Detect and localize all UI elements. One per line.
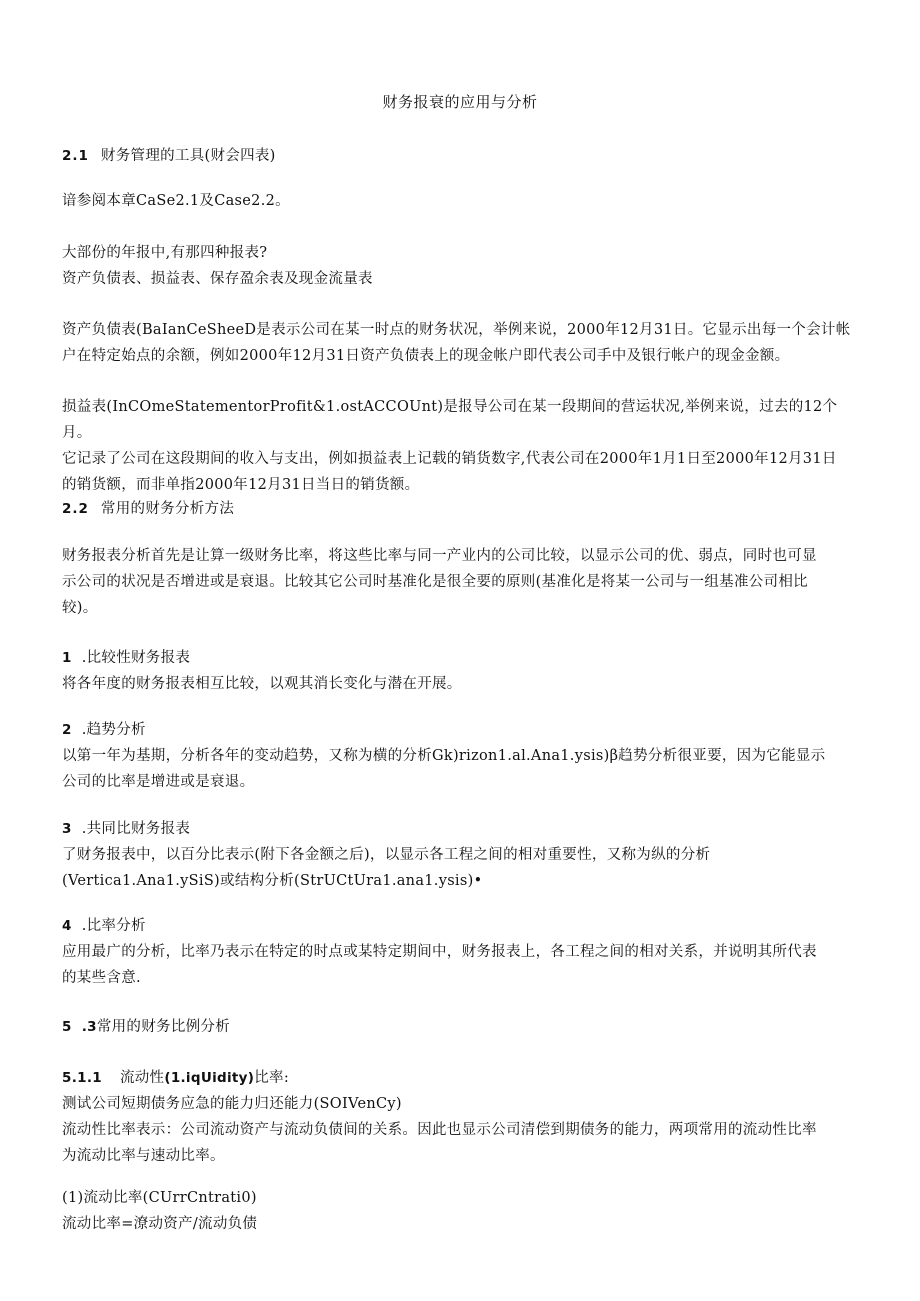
text-line: 流动性比率表示：公司流动资产与流动负债间的关系。因此也显示公司清偿到期债务的能力，两项常用的流动性比率 <box>62 1122 817 1138</box>
text-line: 测试公司短期债务应急的能力归还能力(SOIVenCy) <box>62 1096 402 1112</box>
text-line: 谙参阅本章CaSe2.1及Case2.2。 <box>62 193 290 209</box>
section-number: 5.1.1 <box>62 1070 102 1086</box>
item-heading <box>62 913 862 939</box>
item-heading <box>62 816 862 842</box>
item-2 <box>62 717 862 795</box>
item-heading <box>62 645 862 671</box>
item-heading <box>62 717 862 743</box>
section-2-1-heading <box>62 143 862 169</box>
section-5-1-1 <box>62 1065 862 1169</box>
text-line: 资产负债表、损益表、保存盈余表及现金流量表 <box>62 271 373 287</box>
text-line: 大部份的年报中,有那四种报表? <box>62 245 268 261</box>
text-line: 示公司的状况是否增进或是衰退。比较其它公司时基准化是很全要的原则(基准化是将某一公司与一组基准公司相比 <box>62 574 808 590</box>
item-title: .比较性财务报表 <box>81 650 191 666</box>
section-title-suffix: 比率: <box>254 1070 290 1086</box>
item-number: 4 <box>62 918 72 934</box>
current-ratio-block <box>62 1185 862 1237</box>
text-line: 的某些含意. <box>62 970 141 986</box>
item-1 <box>62 645 862 697</box>
item-3 <box>62 816 862 894</box>
section-title: 常用的财务分析方法 <box>100 501 235 517</box>
text-line: (Vertica1.Ana1.ySiS)或结构分析(StrUCtUra1.ana1.ysis)• <box>62 873 483 889</box>
balance-sheet-paragraph <box>62 317 862 369</box>
section-title: 流动性 <box>119 1070 165 1086</box>
section-5-3-heading <box>62 1014 862 1040</box>
text-line: 了财务报表中，以百分比表示(附下各金额之后)，以显示各工程之间的相对重要性，又称为纵的分析 <box>62 847 711 863</box>
section-title-latin: (1.iqUidity) <box>164 1070 255 1086</box>
item-title: .趋势分析 <box>81 722 146 738</box>
text-line: 损益表(InCOmeStatementorProfit&1.ostACCOUnt)是报导公司在某一段期间的营运状况,举例来说，过去的12个月。 <box>62 399 838 441</box>
text-line: 的销货额，而非单指2000年12月31日当日的销货额。 <box>62 477 420 493</box>
financial-analysis-paragraph <box>62 543 862 621</box>
document-title: 财务报衰的应用与分析 <box>382 93 538 111</box>
text-line: 为流动比率与速动比率。 <box>62 1148 225 1164</box>
text-line: 它记录了公司在这段期间的收入与支出，例如损益表上记载的销货数字,代表公司在2000年1月1日至2000年12月31日 <box>62 451 837 467</box>
income-statement-paragraph <box>62 394 862 498</box>
text-line: 财务报表分析首先是让算一级财务比率，将这些比率与同一产业内的公司比较，以显示公司的优、弱点，同时也可显 <box>62 548 817 564</box>
text-line: 应用最广的分析，比率乃表示在特定的时点或某特定期间中，财务报表上，各工程之间的相对关系，并说明其所代表 <box>62 944 817 960</box>
item-heading <box>62 1014 862 1040</box>
text-line: 公司的比率是增进或是衰退。 <box>62 774 255 790</box>
section-number: 2.2 <box>62 501 89 517</box>
text-line: (1)流动比率(CUrrCntrati0) <box>62 1190 257 1206</box>
text-line: 以第一年为基期，分析各年的变动趋势，又称为横的分析Gk)rizon1.al.Ana1.ysis)β趋势分析很亚要，因为它能显示 <box>62 748 826 764</box>
item-title: .比率分析 <box>81 918 146 934</box>
item-title: 常用的财务比例分析 <box>96 1019 231 1035</box>
section-number: 2.1 <box>62 148 89 164</box>
text-line: 资产负债表(BaIanCeSheeD是表示公司在某一时点的财务状况，举例来说，2000年12月31日。它显示出每一个会计帐 <box>62 322 851 338</box>
item-title: .共同比财务报表 <box>81 821 191 837</box>
item-4 <box>62 913 862 991</box>
item-number: 3 <box>62 821 72 837</box>
item-number: 1 <box>62 650 72 666</box>
item-number: 5 <box>62 1019 72 1035</box>
item-subnumber: .3 <box>81 1019 97 1035</box>
section-title: 财务管理的工具(财会四表) <box>100 148 276 164</box>
reference-paragraph <box>62 188 862 214</box>
text-line: 较)。 <box>62 600 98 616</box>
question-paragraph <box>62 240 862 292</box>
section-2-2-heading <box>62 496 862 522</box>
subsection-heading <box>62 1065 862 1091</box>
item-number: 2 <box>62 722 72 738</box>
text-line: 将各年度的财务报表相互比较，以观其消长变化与潜在开展。 <box>62 676 462 692</box>
text-line: 流动比率=潦动资产/流动负债 <box>62 1216 258 1232</box>
text-line: 户在特定始点的余额，例如2000年12月31日资产负债表上的现金帐户即代表公司手中及银行帐户的现金金额。 <box>62 348 790 364</box>
